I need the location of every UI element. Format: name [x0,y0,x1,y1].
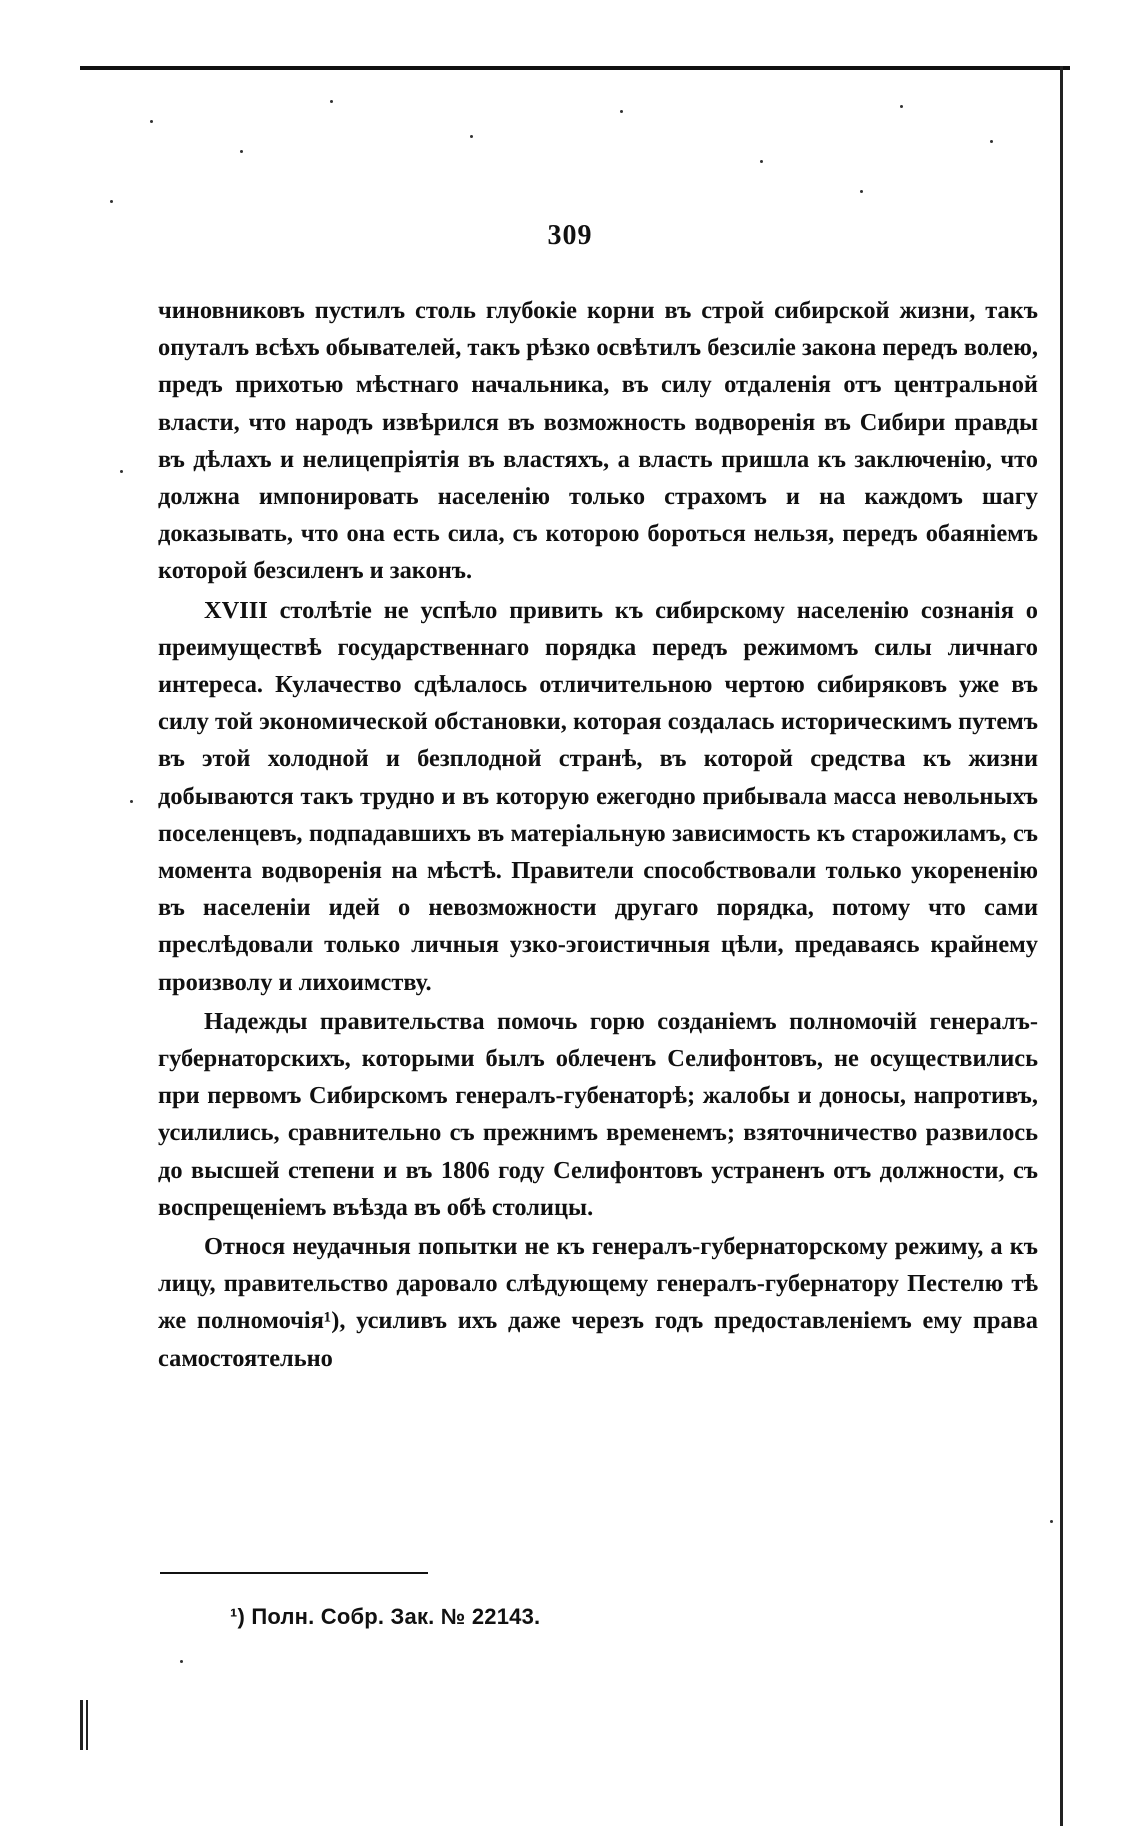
footnote-separator [160,1572,428,1574]
scan-speckle [620,110,623,113]
scan-speckle [110,200,113,203]
scan-speckle [900,105,903,108]
body-text [158,292,1038,1377]
scan-speckle [130,800,133,803]
page-number: 309 [547,220,593,251]
paragraph: Относя неудачныя попытки не къ генералъ-губернаторскому режиму, а къ лицу, правительство даровало слѣдующему генералъ-губернатору Пестелю тѣ же полномочія¹), усиливъ ихъ даже черезъ годъ предоставленіемъ ему права самостоятельно [158,1233,1038,1372]
scan-speckle [240,150,243,153]
scan-speckle [120,470,123,473]
scan-edge-mark [80,1700,90,1750]
scan-speckle [760,160,763,163]
scan-speckle [180,1660,183,1663]
scan-speckle [150,120,153,123]
paragraph: Надежды правительства помочь горю созданіемъ полномочій генералъ-губернаторскихъ, которыми былъ облеченъ Селифонтовъ, не осуществились при первомъ Сибирскомъ генералъ-губенаторѣ; жалобы и доносы, напротивъ, усилились, сравнительно съ прежнимъ временемъ; взяточничество развилось до высшей степени и въ 1806 году Селифонтовъ устраненъ отъ должности, съ воспрещеніемъ въѣзда въ обѣ столицы. [158,1007,1038,1221]
scan-speckle [470,135,473,138]
page-right-edge [1060,66,1063,1826]
scan-speckle [860,190,863,193]
footnote: ¹) Полн. Собр. Зак. № 22143. [230,1604,541,1629]
paragraph: чиновниковъ пустилъ столь глубокіе корни въ строй сибирской жизни, такъ опуталъ всѣхъ обывателей, такъ рѣзко освѣтилъ безсиліе закона передъ волею, предъ прихотью мѣстнаго начальника, въ силу отдаленія отъ центральной власти, что народъ извѣрился въ возможность водворенія въ Сибири правды въ дѣлахъ и нелицепріятія въ властяхъ, а власть пришла къ заключенію, что должна импонировать населенію только страхомъ и на каждомъ шагу доказывать, что она есть сила, съ которою бороться нельзя, передъ обаяніемъ которой безсиленъ и законъ. [158,297,1038,585]
scan-speckle [330,100,333,103]
paragraph: XVIII столѣтіе не успѣло привить къ сибирскому населенію сознанія о преимуществѣ государственнаго порядка передъ режимомъ силы личнаго интереса. Кулачество сдѣлалось отличительною чертою сибиряковъ уже въ силу той экономической обстановки, которая создалась историческимъ путемъ въ этой холодной и безплодной странѣ, въ которой средства къ жизни добываются такъ трудно и въ которую ежегодно прибывала масса невольныхъ поселенцевъ, подпадавшихъ въ матеріальную зависимость къ старожиламъ, съ момента водворенія на мѣстѣ. Правители способствовали только укорененію въ населеніи идей о невозможности другаго порядка, потому что сами преслѣдовали только личныя узко-эгоистичныя цѣли, предаваясь крайнему произволу и лихоимству. [158,596,1038,996]
top-border-rule [80,66,1070,70]
scan-speckle [990,140,993,143]
scan-speckle [1050,1520,1053,1523]
